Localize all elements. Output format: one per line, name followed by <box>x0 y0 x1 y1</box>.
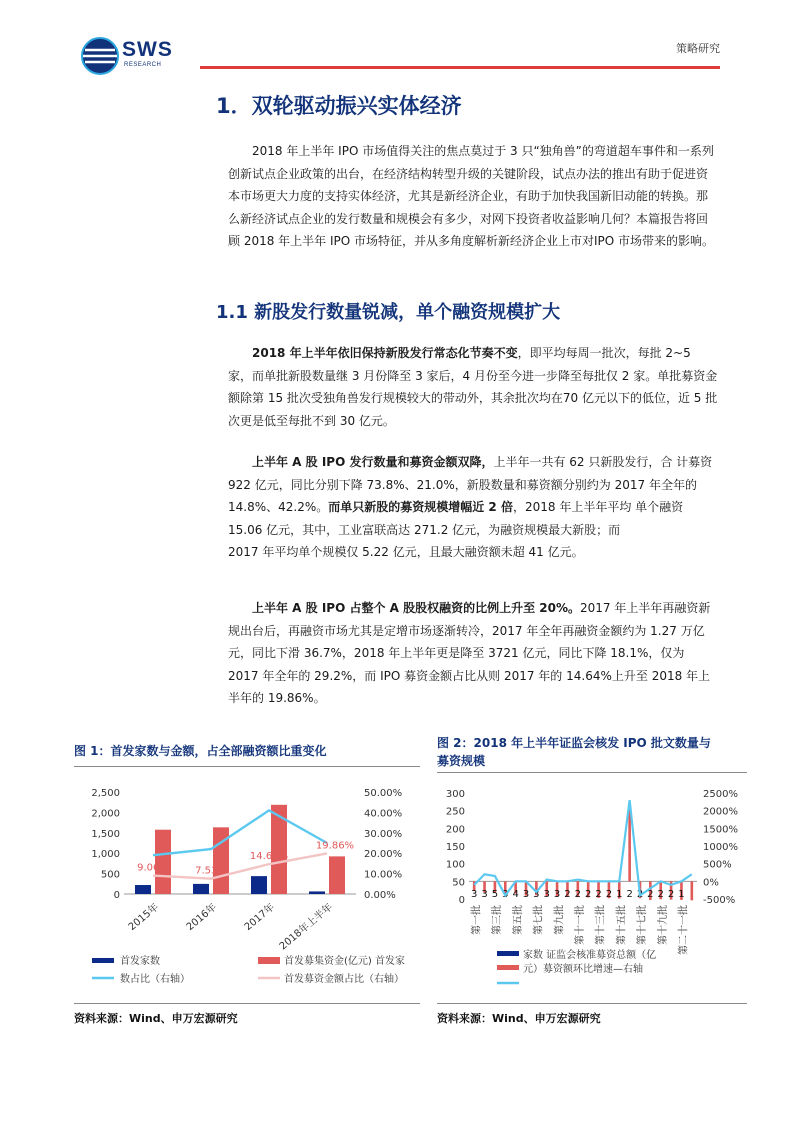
paragraph-ipo-decline <box>228 451 718 564</box>
left-axis-tick: 500 <box>100 869 120 881</box>
figure2-title <box>437 734 747 770</box>
right-axis-tick: 1000% <box>703 842 738 853</box>
paragraph-lead: 上半年 A 股 IPO 发行数量和募资金额双降， <box>252 455 494 469</box>
right-axis-tick: 2000% <box>703 806 738 818</box>
x-tick-label: 第十一批 <box>575 905 586 945</box>
count-label: 2 <box>667 889 675 900</box>
left-axis-tick: 200 <box>445 824 465 836</box>
count-label: 4 <box>512 889 519 900</box>
left-axis-tick: 0 <box>458 895 465 906</box>
count-label: 3 <box>470 889 478 900</box>
right-axis-tick: 20.00% <box>364 849 403 861</box>
left-axis-tick: 1,500 <box>91 828 120 840</box>
data-label: 7.53% <box>195 865 227 877</box>
report-category: 策略研究 <box>676 42 720 55</box>
right-axis-tick: 2500% <box>703 789 738 800</box>
left-axis-tick: 0 <box>113 890 120 901</box>
count-label: 3 <box>481 889 488 900</box>
paragraph-ipo-share <box>228 597 718 710</box>
bar-ipo-count <box>251 876 267 894</box>
bar-ipo-count <box>135 885 151 894</box>
count-label: 1 <box>678 889 685 900</box>
legend-swatch-count <box>92 958 114 963</box>
right-axis-tick: 1500% <box>703 824 738 836</box>
legend-label: 数占比（右轴） <box>120 974 190 985</box>
x-tick-label: 第一批 <box>471 905 483 935</box>
header-divider <box>200 66 720 69</box>
x-tick-label: 第三批 <box>492 905 504 935</box>
count-label: 2 <box>657 889 664 900</box>
count-label: 2 <box>574 889 582 900</box>
count-label: 3 <box>553 889 561 900</box>
count-label: 2 <box>626 889 633 900</box>
bar-ipo-count <box>193 884 209 894</box>
right-axis-tick: 10.00% <box>364 869 403 881</box>
x-tick-label: 第五批 <box>512 905 524 935</box>
data-label: 9.06% <box>137 862 169 874</box>
count-label: 2 <box>584 889 592 900</box>
paragraph-lead: 上半年 A 股 IPO 占整个 A 股股权融资的比例上升至 20%。 <box>252 601 581 615</box>
subsection-title: 1.1 新股发行数量锐减，单个融资规模扩大 <box>216 302 561 323</box>
figure1-title: 图 1：首发家数与金额，占全部融资额比重变化 <box>74 744 327 758</box>
right-axis-tick: 50.00% <box>364 788 403 799</box>
bar-ipo-amount <box>329 856 345 894</box>
paragraph-body: 2017 年上半年再融资新规出台后，再融资市场尤其是定增市场逐渐转冷，2017 年全年再融资金额约为 1.27 万亿元，同比下滑 36.7%，2018 年上半年更是降至 3721 亿元，同比下降 18.1%，仅为 2017 年全年的 29.2%，而 IPO 募资金额占比从则 2017 年的 14.64%上升至 2018 年上半年的 19.86%。 <box>228 601 711 706</box>
x-tick-label: 第十三批 <box>595 905 607 945</box>
count-label: 2 <box>636 889 644 900</box>
figure2-bottom-rule <box>437 1003 747 1004</box>
paragraph-lead: 2018 年上半年依旧保持新股发行常态化节奏不变 <box>252 346 518 360</box>
x-tick-label: 第十五批 <box>616 905 628 945</box>
figure1-chart <box>74 770 420 1000</box>
x-tick-label: 2016年 <box>184 901 219 934</box>
figure2-source: 资料来源：Wind、申万宏源研究 <box>437 1012 601 1025</box>
count-label: 3 <box>522 889 530 900</box>
x-tick-label: 2015年 <box>126 901 161 934</box>
legend-swatch-amount <box>258 957 280 964</box>
left-axis-tick: 2,000 <box>91 808 120 820</box>
count-label: 3 <box>533 889 540 900</box>
bar-ipo-count <box>309 891 325 894</box>
figure1-top-rule <box>74 766 420 767</box>
right-axis-tick: -500% <box>703 895 736 906</box>
sws-logo-icon <box>80 36 120 76</box>
intro-paragraph: 2018 年上半年 IPO 市场值得关注的焦点莫过于 3 只“独角兽”的弯道超车事件和一系列创新试点企业政策的出台，在经济结构转型升级的关键阶段，试点办法的推出有助于促进资本市场更大力度的支持实体经济，尤其是新经济企业，有助于加快我国新旧动能的转换。那么新经济试点企业的发行数量和规模会有多少，对网下投资者收益影响几何？本篇报告将回顾 2018 年上半年 IPO 市场特征，并从多角度解析新经济企业上市对IPO 市场带来的影响。 <box>228 144 715 249</box>
left-axis-tick: 150 <box>445 842 465 853</box>
figure1-bottom-rule <box>74 1003 420 1004</box>
x-tick-label: 2017年 <box>242 901 277 934</box>
figure2-title-line1: 图 2：2018 年上半年证监会核发 IPO 批文数量与 <box>437 736 711 750</box>
paragraph-issuance-pace <box>228 342 718 432</box>
count-label: 3 <box>543 889 550 900</box>
x-tick-label: 第七批 <box>533 905 545 935</box>
figure2-title-line2: 募资规模 <box>437 754 486 768</box>
right-axis-tick: 500% <box>703 859 732 871</box>
data-label: 19.86% <box>315 840 355 852</box>
right-axis-tick: 30.00% <box>364 828 403 840</box>
legend-label: 首发募集资金(亿元) 首发家 <box>284 956 405 967</box>
logo-subtext: RESEARCH <box>124 62 162 68</box>
left-axis-tick: 250 <box>445 806 465 818</box>
line-count-share <box>153 810 327 855</box>
figure2-chart <box>437 775 747 1003</box>
logo-text: SWS <box>122 38 173 61</box>
count-label: 2 <box>595 889 602 900</box>
count-label: 3 <box>502 889 509 900</box>
line-amount-share <box>153 853 327 878</box>
right-axis-tick: 0% <box>703 877 719 889</box>
x-tick-label: 第十七批 <box>637 905 649 945</box>
legend-label: 家数 证监会核准募资总额（亿 <box>523 950 657 961</box>
x-tick-label: 第十九批 <box>657 905 669 945</box>
legend-label: 首发家数 <box>120 956 160 967</box>
x-tick-label: 第九批 <box>554 905 566 935</box>
figure2-top-rule <box>437 772 747 773</box>
left-axis-tick: 300 <box>445 789 465 800</box>
figure1-source: 资料来源：Wind、申万宏源研究 <box>74 1012 238 1025</box>
x-tick-label: 第二十一批 <box>678 905 690 955</box>
paragraph-tail: 2017 年平均单个规模仅 5.22 亿元，且最大融资额未超 41 亿元。 <box>228 545 584 560</box>
count-label: 1 <box>616 889 623 900</box>
count-label: 2 <box>605 889 613 900</box>
x-tick-label: 2018年上半年 <box>277 901 335 953</box>
data-label: 14.64% <box>249 851 289 863</box>
left-axis-tick: 1,000 <box>91 849 120 861</box>
legend-swatch-amount <box>497 965 519 970</box>
paragraph-body: ，2018 年上半年平均 单个融资 15.06 亿元，其中，工业富联高达 271.2 亿元，为融资规模最大新股；而 <box>228 500 684 537</box>
right-axis-tick: 40.00% <box>364 808 403 820</box>
count-label: 5 <box>491 889 499 900</box>
section-title: 1．双轮驱动振兴实体经济 <box>216 94 462 118</box>
legend-label: 首发募资金额占比（右轴） <box>284 974 404 985</box>
paragraph-highlight: 而单只新股的募资规模增幅近 2 倍 <box>328 500 513 515</box>
count-label: 2 <box>647 889 654 900</box>
legend-swatch-count <box>497 951 519 956</box>
left-axis-tick: 50 <box>452 877 465 889</box>
paragraph-body: 上半年一共有 62 只新股发行，合 计募资922 亿元，同比分别下降 73.8%、21.0%，新股数量和募资额分别约为 2017 年全年的 14.8%、42.2%。 <box>228 455 713 515</box>
left-axis-tick: 100 <box>445 859 465 871</box>
legend-label: 元）募资额环比增速—右轴 <box>523 964 643 975</box>
paragraph-body: ，即平均每周一批次，每批 2~5 家，而单批新股数量继 3 月份降至 3 家后，4 月份至今进一步降至每批仅 2 家。单批募资金额除第 15 批次受独角兽发行规模较大的带动外，其余批次均在70 亿元以下的低位，近 5 批次更是低至每批不到 30 亿元。 <box>228 346 718 428</box>
bar-raise-amount <box>691 881 694 900</box>
count-label: 2 <box>564 889 571 900</box>
left-axis-tick: 2,500 <box>91 788 120 799</box>
right-axis-tick: 0.00% <box>364 890 396 901</box>
